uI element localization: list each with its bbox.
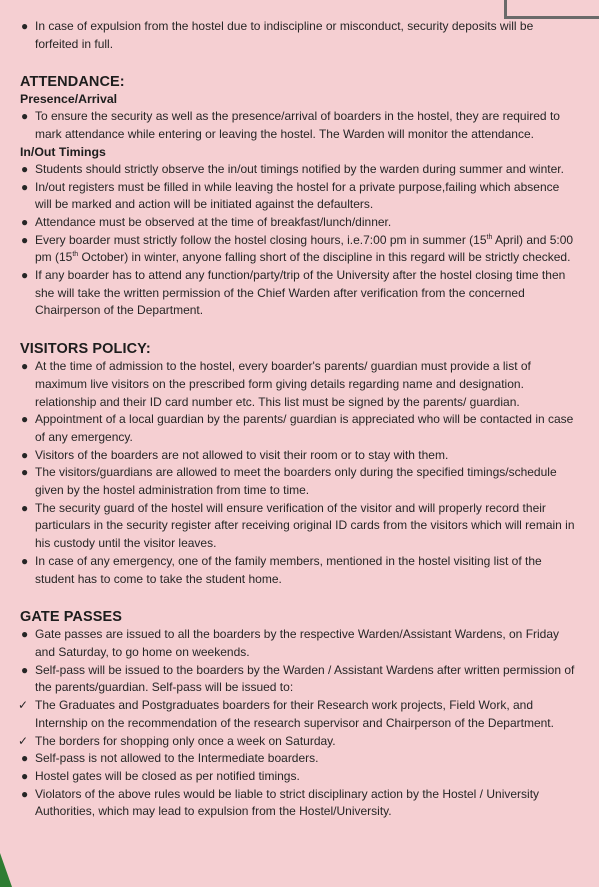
bullet-icon: ● <box>21 161 29 176</box>
bullet-icon: ● <box>21 465 29 480</box>
bullet-icon: ● <box>21 751 29 766</box>
list-item: ● In case of any emergency, one of the family members, mentioned in the hostel visiting list of the student has to come to take the student home. <box>21 553 542 586</box>
section-title-gate-passes: GATE PASSES <box>20 609 123 626</box>
list-item: ● Students should strictly observe the in/out timings notified by the warden during summer and winter. <box>0 161 599 179</box>
list-item: ● The security guard of the hostel will ensure verification of the visitor and will properly record their particulars in the security register after receiving original ID cards from the visitors which will remain in his custody until the visitor leaves. <box>21 500 575 551</box>
list-item: ● Hostel gates will be closed as per notified timings. <box>0 768 599 786</box>
list-item: ● Gate passes are issued to all the boarders by the respective Warden/Assistant Wardens, on Friday and Saturday, to go home on weekends. <box>21 627 560 659</box>
list-item: ● In/out registers must be filled in while leaving the hostel for a private purpose,failing which absence will be marked and action will be initiated against the defaulters. <box>21 179 560 212</box>
bullet-icon: ● <box>21 359 29 374</box>
section-title-attendance: ATTENDANCE: <box>20 74 125 91</box>
visitors-list <box>0 358 599 588</box>
bullet-icon: ● <box>21 662 29 677</box>
bullet-icon: ● <box>21 768 29 783</box>
bullet-icon: ● <box>21 786 29 801</box>
list-item: ● The visitors/guardians are allowed to meet the boarders only during the specified timings/schedule given by the hostel administration from time to time. <box>21 465 557 498</box>
check-icon: ✓ <box>18 698 29 713</box>
list-item: ✓ The Graduates and Postgraduates boarders for their Research work projects, Field Work, and Internship on the recommendation of the research supervisor and Chairperson of the Department. <box>18 698 554 730</box>
list-item: ● Attendance must be observed at the time of breakfast/lunch/dinner. <box>0 214 599 232</box>
intro-list <box>0 18 599 53</box>
list-item: ● In case of expulsion from the hostel due to indiscipline or misconduct, security deposits will be forfeited in full. <box>21 19 534 51</box>
list-item: ● Violators of the above rules would be liable to strict disciplinary action by the Hostel / University Authorities, which may lead to expulsion from the Hostel/University. <box>21 786 540 819</box>
list-item: ● At the time of admission to the hostel, every boarder's parents/ guardian must provide a list of maximum live visitors on the prescribed form giving details regarding name and designation. relationship and their ID card number etc. This list must be signed by the parents/ guardian. <box>21 359 531 409</box>
subsection-title-inout: In/Out Timings <box>20 144 106 159</box>
bullet-icon: ● <box>21 232 29 247</box>
list-item: ● Appointment of a local guardian by the parents/ guardian is appreciated who will be contacted in case of any emergency. <box>21 412 574 444</box>
bullet-icon: ● <box>21 109 29 124</box>
bullet-icon: ● <box>21 214 29 229</box>
corner-frame-decoration <box>504 0 599 19</box>
document-page <box>0 18 599 821</box>
gate-passes-list <box>0 626 599 821</box>
list-item: ● Every boarder must strictly follow the hostel closing hours, i.e.7:00 pm in summer (15th April) and 5:00 pm (15th October) in winter, anyone falling short of the discipline in this regard will be strictly checked. <box>21 232 574 265</box>
bullet-icon: ● <box>21 179 29 194</box>
list-item: ● If any boarder has to attend any function/party/trip of the University after the hostel closing time then she will take the written permission of the Chief Warden after verification from the concerned Chairperson of the Department. <box>21 268 566 318</box>
list-item: ✓ The borders for shopping only once a week on Saturday. <box>0 733 599 751</box>
list-item: ● To ensure the security as well as the presence/arrival of boarders in the hostel, they are required to mark attendance while entering or leaving the hostel. The Warden will monitor the attendance. <box>21 109 560 142</box>
bullet-icon: ● <box>21 627 29 642</box>
check-icon: ✓ <box>18 733 29 748</box>
bullet-icon: ● <box>21 19 29 33</box>
bullet-icon: ● <box>21 268 29 283</box>
list-item: ● Self-pass is not allowed to the Intermediate boarders. <box>0 750 599 768</box>
corner-green-accent <box>0 853 12 887</box>
bullet-icon: ● <box>21 500 29 515</box>
bullet-icon: ● <box>21 553 29 568</box>
list-item: ● Visitors of the boarders are not allowed to visit their room or to stay with them. <box>0 447 599 465</box>
bullet-icon: ● <box>21 412 29 427</box>
inout-list <box>0 161 599 320</box>
section-title-visitors: VISITORS POLICY: <box>20 341 151 358</box>
presence-list <box>0 108 599 143</box>
bullet-icon: ● <box>21 447 29 462</box>
subsection-title-presence: Presence/Arrival <box>20 92 118 107</box>
list-item: ● Self-pass will be issued to the boarders by the Warden / Assistant Wardens after written permission of the parents/guardian. Self-pass will be issued to: <box>21 662 575 695</box>
